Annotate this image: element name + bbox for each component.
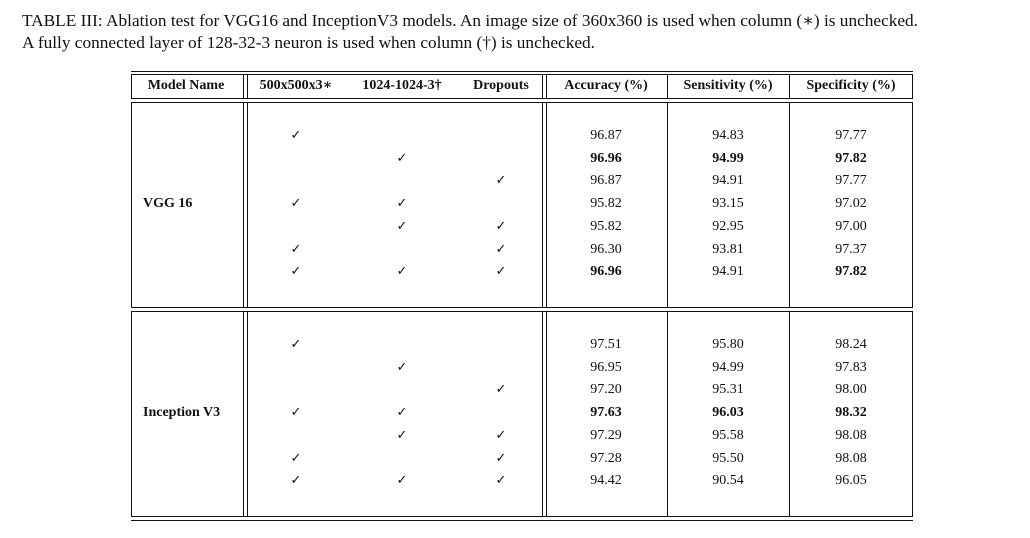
accuracy-cell: 94.42 — [590, 473, 622, 489]
header-500x500x3: 500x500x3∗ — [259, 78, 333, 93]
sensitivity-cell: 93.15 — [712, 196, 744, 212]
check-mark: ✓ — [495, 241, 507, 257]
specificity-cell: 98.32 — [835, 405, 867, 421]
check-mark: ✓ — [290, 473, 302, 489]
specificity-cell: 96.05 — [835, 473, 867, 489]
specificity-cell: 97.82 — [835, 264, 867, 280]
table-col-separator — [542, 311, 543, 516]
model-name: VGG 16 — [143, 196, 193, 211]
check-mark: ✓ — [396, 427, 408, 443]
specificity-cell: 97.83 — [835, 359, 867, 375]
table-col-separator — [546, 102, 547, 307]
table-rule — [131, 71, 913, 72]
accuracy-cell: 96.96 — [590, 264, 622, 280]
table-col-separator — [542, 102, 543, 307]
accuracy-cell: 97.29 — [590, 427, 622, 443]
specificity-cell: 98.00 — [835, 382, 867, 398]
table-rule — [131, 102, 913, 103]
header-model-name: Model Name — [147, 78, 225, 93]
table-rule — [131, 520, 913, 521]
accuracy-cell: 95.82 — [590, 218, 622, 234]
table-rule — [131, 311, 913, 312]
check-mark: ✓ — [396, 196, 408, 212]
caption-line-2: A fully connected layer of 128-32-3 neuron is used when column (†) is unchecked. — [22, 33, 595, 52]
header-sensitivity: Sensitivity (%) — [683, 78, 773, 93]
table-col-separator — [789, 102, 790, 307]
accuracy-cell: 97.63 — [590, 405, 622, 421]
table-col-separator — [789, 74, 790, 98]
table-border-left — [131, 102, 132, 307]
check-mark: ✓ — [396, 264, 408, 280]
sensitivity-cell: 92.95 — [712, 218, 744, 234]
table-col-separator — [243, 102, 244, 307]
table-border-right — [912, 74, 913, 98]
accuracy-cell: 96.95 — [590, 359, 622, 375]
sensitivity-cell: 94.91 — [712, 173, 744, 189]
header-specificity: Specificity (%) — [806, 78, 896, 93]
sensitivity-cell: 94.91 — [712, 264, 744, 280]
specificity-cell: 98.08 — [835, 450, 867, 466]
accuracy-cell: 95.82 — [590, 196, 622, 212]
sensitivity-cell: 94.99 — [712, 359, 744, 375]
sensitivity-cell: 95.58 — [712, 427, 744, 443]
check-mark: ✓ — [290, 241, 302, 257]
table-border-right — [912, 311, 913, 516]
accuracy-cell: 96.30 — [590, 241, 622, 257]
table-rule — [131, 516, 913, 517]
table-border-left — [131, 311, 132, 516]
check-mark: ✓ — [495, 427, 507, 443]
accuracy-cell: 97.51 — [590, 337, 622, 352]
table-rule — [131, 98, 913, 99]
accuracy-cell: 96.87 — [590, 173, 622, 189]
sensitivity-cell: 90.54 — [712, 473, 744, 489]
accuracy-cell: 97.20 — [590, 382, 622, 398]
table-caption — [22, 10, 1027, 54]
specificity-cell: 97.00 — [835, 218, 867, 234]
check-mark: ✓ — [495, 218, 507, 234]
accuracy-cell: 97.28 — [590, 450, 622, 466]
check-mark: ✓ — [495, 173, 507, 189]
table-rule — [131, 307, 913, 308]
sensitivity-cell: 95.50 — [712, 450, 744, 466]
table-col-separator — [247, 311, 248, 516]
sensitivity-cell: 95.80 — [712, 337, 744, 352]
table-col-separator — [243, 311, 244, 516]
sensitivity-cell: 94.83 — [712, 128, 744, 143]
check-mark: ✓ — [290, 128, 302, 143]
header-dropouts: Dropouts — [473, 78, 529, 93]
table-col-separator — [546, 311, 547, 516]
check-mark: ✓ — [495, 264, 507, 280]
ablation-table — [131, 70, 913, 522]
specificity-cell: 98.08 — [835, 427, 867, 443]
specificity-cell: 97.37 — [835, 241, 867, 257]
caption-line-1: TABLE III: Ablation test for VGG16 and InceptionV3 models. An image size of 360x360 is used when column (∗) is unchecked. — [22, 11, 919, 30]
specificity-cell: 97.77 — [835, 173, 867, 189]
check-mark: ✓ — [290, 337, 302, 352]
check-mark: ✓ — [396, 359, 408, 375]
sensitivity-cell: 96.03 — [712, 405, 744, 421]
check-mark: ✓ — [396, 405, 408, 421]
specificity-cell: 97.02 — [835, 196, 867, 212]
check-mark: ✓ — [396, 218, 408, 234]
check-mark: ✓ — [396, 473, 408, 489]
model-name: Inception V3 — [143, 405, 221, 420]
table-col-separator — [247, 102, 248, 307]
table-col-separator — [789, 311, 790, 516]
check-mark: ✓ — [290, 450, 302, 466]
table-rule — [131, 74, 913, 75]
specificity-cell: 97.82 — [835, 150, 867, 166]
header-1024-1024-3: 1024-1024-3† — [362, 78, 442, 93]
check-mark: ✓ — [495, 450, 507, 466]
table-border-right — [912, 102, 913, 307]
sensitivity-cell: 94.99 — [712, 150, 744, 166]
specificity-cell: 98.24 — [835, 337, 867, 352]
check-mark: ✓ — [495, 473, 507, 489]
check-mark: ✓ — [290, 405, 302, 421]
sensitivity-cell: 93.81 — [712, 241, 744, 257]
accuracy-cell: 96.96 — [590, 150, 622, 166]
check-mark: ✓ — [396, 150, 408, 166]
accuracy-cell: 96.87 — [590, 128, 622, 143]
table-col-separator — [667, 102, 668, 307]
table-col-separator — [667, 311, 668, 516]
check-mark: ✓ — [290, 196, 302, 212]
specificity-cell: 97.77 — [835, 128, 867, 143]
sensitivity-cell: 95.31 — [712, 382, 744, 398]
header-accuracy: Accuracy (%) — [564, 78, 648, 93]
check-mark: ✓ — [495, 382, 507, 398]
check-mark: ✓ — [290, 264, 302, 280]
